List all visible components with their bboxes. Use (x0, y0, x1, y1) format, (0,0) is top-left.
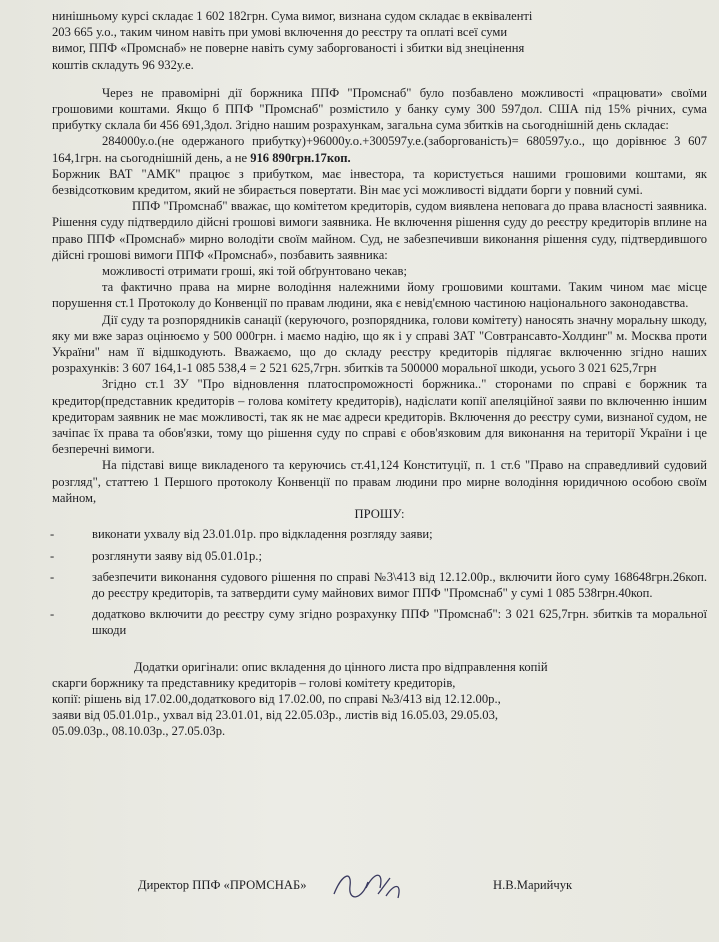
attachment-line: копії: рішень від 17.02.00,додаткового від 17.02.00, по справі №3/413 від 12.12.00р., (52, 691, 501, 706)
signatory-title: Директор ППФ «ПРОМСНАБ» (138, 878, 307, 892)
paragraph-calculation (52, 133, 707, 165)
paragraph-position: ППФ "Промснаб" вважає, що комітетом кредиторів, судом виявлена неповага до права власності заявника. Рішення суду підтвердило дійсні грошові вимоги заявника. Не включення рішення суду до реєстру кредиторів вплине на право ППФ «Промснаб» мирно володіти своїм майном. Суд, не забезпечивши виконання рішення суду, підтвердившого дійсні грошові вимоги ППФ «Промснаб», позбавить заявника: (52, 199, 707, 262)
attachment-line: Додатки оригінали: опис вкладення до цінного листа про відправлення копій (134, 659, 548, 674)
attachments-block (52, 659, 707, 740)
paragraph-grounds: На підставі вище викладеного та керуючись ст.41,124 Конституції, п. 1 ст.6 "Право на справедливий судовий розгляд", статтею 1 Першого протоколу Конвенції по правам людини про мирне володіння юридичною особою своїм майном, (52, 458, 707, 505)
list-item: - виконати ухвалу від 23.01.01р. про відкладення розгляду заяви; (88, 526, 707, 542)
request-heading: ПРОШУ: (354, 507, 405, 522)
attachment-line: заяви від 05.01.01р., ухвал від 23.01.01, від 22.05.03р., листів від 16.05.03, 29.05.03, (52, 708, 499, 723)
list-item: - розглянути заяву від 05.01.01р.; (88, 548, 707, 564)
handwritten-signature-icon (328, 864, 408, 906)
disputed-amount: 916 890грн.17коп. (250, 150, 351, 165)
text-line: нинішньому курсі складає 1 602 182грн. Сума вимог, визнана судом складає в еквіваленті (52, 9, 533, 23)
paragraph-debtor: Боржник ВАТ "АМК" працює з прибутком, має інвестора, та користується нашими грошовими коштами, як безвідсотковим кредитом, який не збирається повертати. Він має усі можливості віддати борги у повний сумі. (52, 166, 707, 198)
text-line: 203 665 у.о., таким чином навіть при умові включення до реєстру та оплаті всеї суми (52, 25, 508, 40)
text-line: вимог, ППФ «Промснаб» не поверне навіть суму заборгованості і збитки від знецінення (52, 41, 525, 56)
paragraph-deprive-1: можливості отримати гроші, які той обґрунтовано чекав; (102, 264, 407, 279)
request-list (52, 526, 707, 638)
signatory-name: Н.В.Марийчук (493, 878, 573, 892)
paragraph-deprive-2: та фактично права на мирне володіння належними йому грошовими коштами. Таким чином має місце порушення ст.1 Протоколу до Конвенції по правам людини, яка є невід'ємною частиною національного законодавства. (52, 280, 707, 311)
paragraph-damages: Дії суду та розпорядників санації (керуючого, розпорядника, голови комітету) наносять значну моральну шкоду, яку ми вже зараз оцінюємо у 500 000грн. і маємо надію, що як і у справі ЗАТ "Совтрансавто-Холдинг" м. Москва проти України" нам її відшкодують. Вважаємо, що до складу реєстру кредиторів підлягає включенню згідно наших розрахунків: 3 607 164,1-1 085 538,4 = 2 521 625,7грн. збитків та 500000 моральної шкоди, усього 3 021 625,7грн (52, 312, 707, 376)
list-item: - забезпечити виконання судового рішення по справі №3\413 від 12.12.00р., включити його суму 168648грн.26коп. до реєстру кредиторів, та затвердити суму майнових вимог ППФ "Промснаб" у сумі 1 085 538грн.40коп. (88, 569, 707, 601)
document-body (52, 8, 707, 740)
attachment-line: 05.09.03р., 08.10.03р., 27.05.03р. (52, 724, 226, 739)
calculation-text: 284000у.о.(не одержаного прибутку)+96000у.о.+300597у.е.(заборгованість)= 680597у.о., що дорівнює 3 607 164,1грн. на сьогоднішній день, а не (52, 134, 707, 165)
list-item: - додатково включити до реєстру суму згідно розрахунку ППФ "Промснаб": 3 021 625,7грн. збитків та моральної шкоди (88, 606, 707, 638)
paragraph-losses: Через не правомірні дії боржника ППФ "Промснаб" було позбавлено можливості «працювати» своїми грошовими коштами. Якщо б ППФ "Промснаб" розмістило у банку суму 300 597дол. США під 15% річних, сума прибутку склала би 456 691,3дол. Згідно нашим розрахункам, загальна сума збитків на сьогоднішній день складає: (52, 85, 707, 133)
paragraph-parties: Згідно ст.1 ЗУ "Про відновлення платоспроможності боржника.." сторонами по справі є боржник та кредитор(представник кредиторів – голова комітету кредиторів), надіслати копії апеляційної заяви по включенню іншим кредиторам заявник не має можливості, так як не має адреси кредиторів. Включення до реєстру суми, визнаної судом, не зачіпає їх права та обов'язки, тому що рішення суду по справі є обов'язковим для виконання на території України і це безперечні вимоги. (52, 377, 707, 457)
attachment-line: скарги боржнику та представнику кредиторів – голові комітету кредиторів, (52, 675, 456, 690)
text-line: коштів складуть 96 932у.е. (52, 57, 194, 72)
